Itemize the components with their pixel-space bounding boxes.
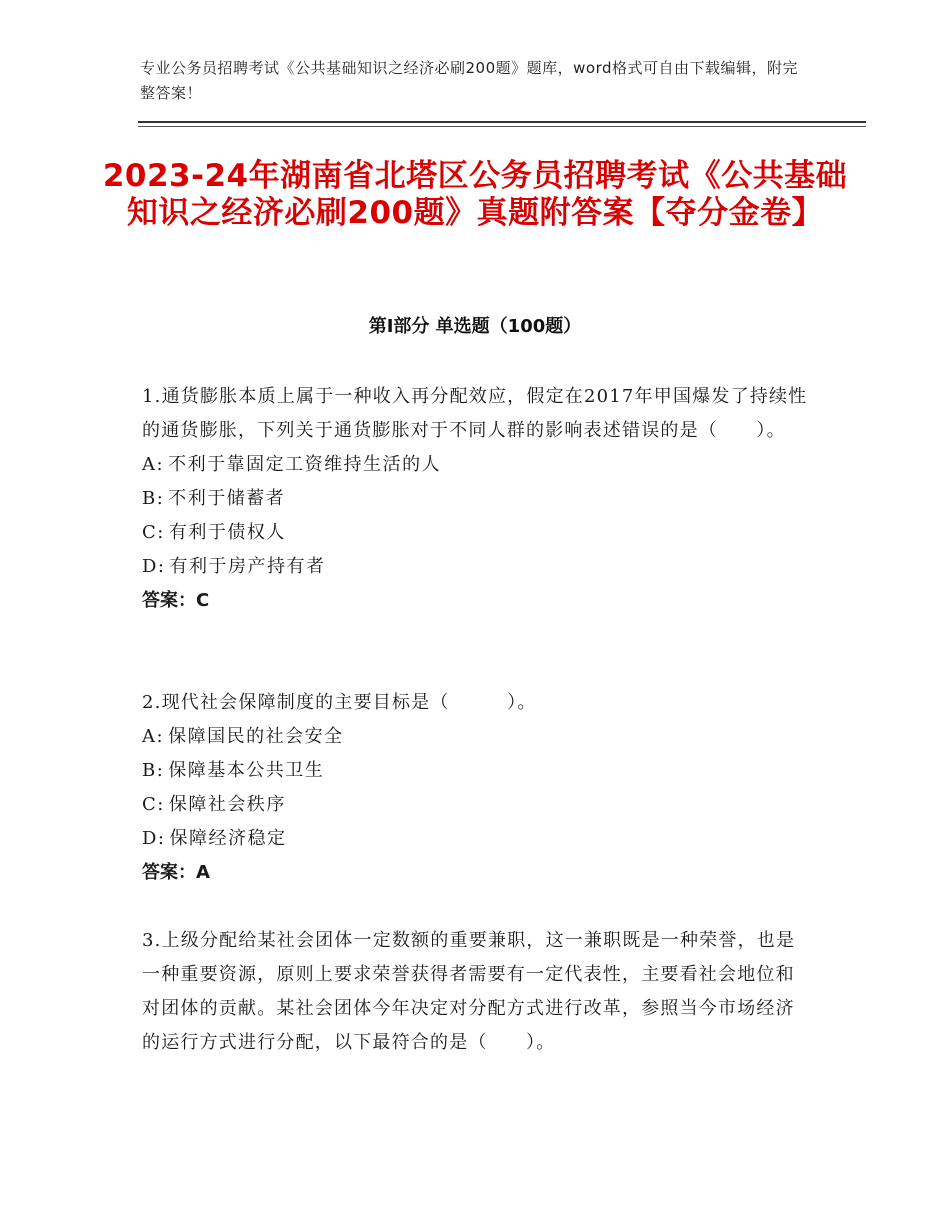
option-letter: C:: [142, 794, 165, 815]
option-letter: A:: [142, 454, 165, 475]
option-letter: B:: [142, 760, 165, 781]
option-letter: C:: [142, 522, 165, 543]
option-letter: A:: [142, 726, 165, 747]
answer: 答案：A: [142, 862, 210, 883]
question-stem: 3.上级分配给某社会团体一定数额的重要兼职，这一兼职既是一种荣誉，也是一种重要资源，原则上要求荣誉获得者需要有一定代表性，主要看社会地位和对团体的贡献。某社会团体今年决定对分配方式进行改革，参照当今市场经济的运行方式进行分配，以下最符合的是（ ）。: [142, 930, 796, 1053]
option-text: 保障社会秩序: [168, 794, 286, 815]
option-d: [142, 822, 808, 856]
option-c: [142, 516, 808, 550]
option-b: [142, 754, 808, 788]
question-3: [142, 924, 808, 1060]
section-title: 第I部分 单选题（100题）: [368, 316, 582, 337]
option-text: 有利于房产持有者: [169, 556, 326, 577]
question-2: [142, 686, 808, 890]
option-c: [142, 788, 808, 822]
question-stem: 2.现代社会保障制度的主要目标是（ ）。: [142, 692, 537, 713]
option-text: 保障基本公共卫生: [168, 760, 325, 781]
option-a: [142, 448, 808, 482]
option-text: 不利于储蓄者: [168, 488, 286, 509]
question-1: [142, 380, 808, 618]
option-letter: D:: [142, 828, 166, 849]
document-title: 2023-24年湖南省北塔区公务员招聘考试《公共基础知识之经济必刷200题》真题附答案【夺分金卷】: [102, 158, 848, 231]
option-text: 有利于债权人: [168, 522, 286, 543]
header-note: 专业公务员招聘考试《公共基础知识之经济必刷200题》题库，word格式可自由下载编辑，附完整答案！: [140, 59, 799, 102]
option-text: 不利于靠固定工资维持生活的人: [168, 454, 442, 475]
answer: 答案：C: [142, 590, 210, 611]
question-stem: 1.通货膨胀本质上属于一种收入再分配效应，假定在2017年甲国爆发了持续性的通货膨胀，下列关于通货膨胀对于不同人群的影响表述错误的是（ ）。: [142, 386, 808, 441]
option-text: 保障国民的社会安全: [168, 726, 344, 747]
option-text: 保障经济稳定: [169, 828, 287, 849]
option-b: [142, 482, 808, 516]
option-letter: D:: [142, 556, 166, 577]
option-d: [142, 550, 808, 584]
header-divider-thin: [138, 126, 866, 127]
header-divider-thick: [138, 121, 866, 123]
option-letter: B:: [142, 488, 165, 509]
option-a: [142, 720, 808, 754]
